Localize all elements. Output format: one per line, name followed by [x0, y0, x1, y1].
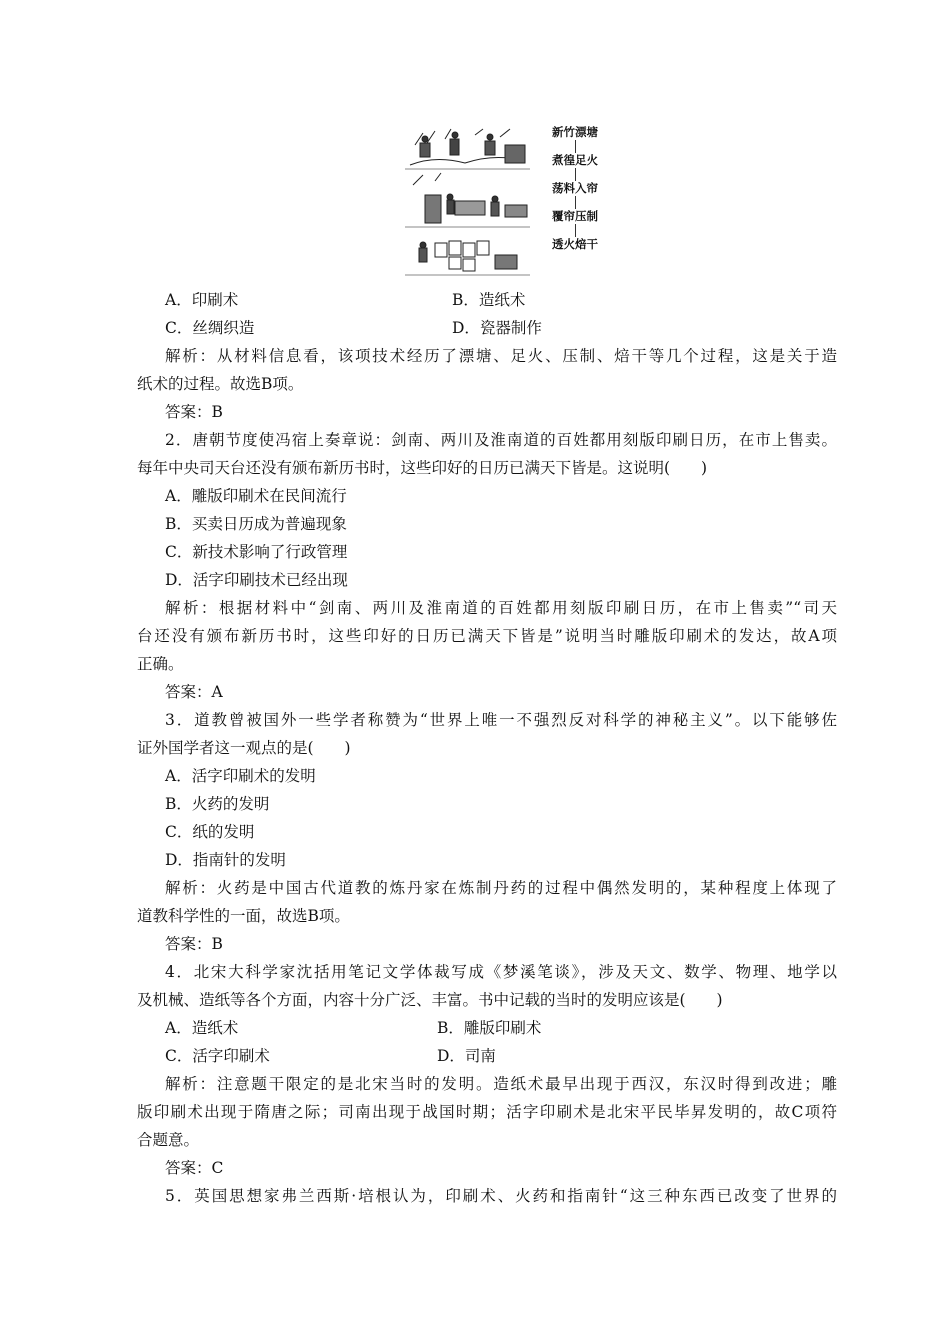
question-stem: 4．北宋大科学家沈括用笔记文学体裁写成《梦溪笔谈》，涉及天文、数学、物理、地学以 — [165, 963, 837, 981]
question-stem: 5．英国思想家弗兰西斯·培根认为，印刷术、火药和指南针“这三种东西已改变了世界的 — [165, 1187, 837, 1205]
answer: 答案：B — [165, 403, 223, 421]
option-row — [165, 290, 526, 310]
option-row — [165, 1046, 496, 1066]
step-connector — [575, 196, 576, 209]
analysis-line: 解析：火药是中国古代道教的炼丹家在炼制丹药的过程中偶然发明的，某种程度上体现了 — [165, 879, 837, 897]
step-label: 透火焙干 — [552, 237, 598, 251]
papermaking-figure — [405, 125, 610, 280]
option-row — [165, 1018, 542, 1038]
option-d: D．活字印刷技术已经出现 — [165, 571, 348, 589]
answer: 答案：A — [165, 683, 223, 701]
option-c: C．丝绸织造 — [165, 319, 255, 337]
analysis-line: 版印刷术出现于隋唐之际；司南出现于战国时期；活字印刷术是北宋平民毕昇发明的，故C项符 — [137, 1103, 837, 1121]
process-steps — [540, 125, 610, 252]
step-connector — [575, 140, 576, 153]
papermaking-illustration — [405, 125, 535, 280]
analysis-line: 台还没有颁布新历书时，这些印好的日历已满天下皆是”说明当时雕版印刷术的发达，故A项 — [137, 627, 837, 645]
analysis-line: 合题意。 — [137, 1131, 200, 1149]
option-b: B．雕版印刷术 — [437, 1019, 542, 1037]
question-stem: 证外国学者这一观点的是( ) — [137, 739, 351, 757]
option-c: C．新技术影响了行政管理 — [165, 543, 348, 561]
analysis-line: 解析：根据材料中“剑南、两川及淮南道的百姓都用刻版印刷日历，在市上售卖”“司天 — [165, 599, 837, 617]
option-b: B．造纸术 — [452, 291, 526, 309]
question-stem: 3．道教曾被国外一些学者称赞为“世界上唯一不强烈反对科学的神秘主义”。以下能够佐 — [165, 711, 837, 729]
option-b: B．买卖日历成为普遍现象 — [165, 515, 347, 533]
option-b: B．火药的发明 — [165, 795, 270, 813]
step-label: 荡料入帘 — [552, 181, 598, 195]
analysis-line: 纸术的过程。故选B项。 — [137, 375, 304, 393]
answer: 答案：B — [165, 935, 223, 953]
option-c: C．活字印刷术 — [165, 1047, 270, 1065]
option-row — [165, 318, 542, 338]
analysis-line: 道教科学性的一面，故选B项。 — [137, 907, 350, 925]
question-stem: 及机械、造纸等各个方面，内容十分广泛、丰富。书中记载的当时的发明应该是( ) — [137, 991, 723, 1009]
step-connector — [575, 168, 576, 181]
question-stem: 2．唐朝节度使冯宿上奏章说：剑南、两川及淮南道的百姓都用刻版印刷日历，在市上售卖。 — [165, 431, 837, 449]
analysis-line: 解析：注意题干限定的是北宋当时的发明。造纸术最早出现于西汉，东汉时得到改进；雕 — [165, 1075, 837, 1093]
step-label: 覆帘压制 — [552, 209, 598, 223]
option-d: D．司南 — [437, 1047, 496, 1065]
step-label: 新竹漂塘 — [552, 125, 598, 139]
option-d: D．瓷器制作 — [452, 319, 542, 337]
option-c: C．纸的发明 — [165, 823, 255, 841]
answer: 答案：C — [165, 1159, 224, 1177]
option-a: A．印刷术 — [165, 291, 239, 309]
step-label: 煮徨足火 — [552, 153, 598, 167]
step-connector — [575, 224, 576, 237]
option-d: D．指南针的发明 — [165, 851, 286, 869]
question-stem: 每年中央司天台还没有颁布新历书时，这些印好的日历已满天下皆是。这说明( ) — [137, 459, 708, 477]
option-a: A．雕版印刷术在民间流行 — [165, 487, 347, 505]
analysis-line: 解析：从材料信息看，该项技术经历了漂塘、足火、压制、焙干等几个过程，这是关于造 — [165, 347, 837, 365]
option-a: A．造纸术 — [165, 1019, 239, 1037]
analysis-line: 正确。 — [137, 655, 184, 673]
option-a: A．活字印刷术的发明 — [165, 767, 316, 785]
